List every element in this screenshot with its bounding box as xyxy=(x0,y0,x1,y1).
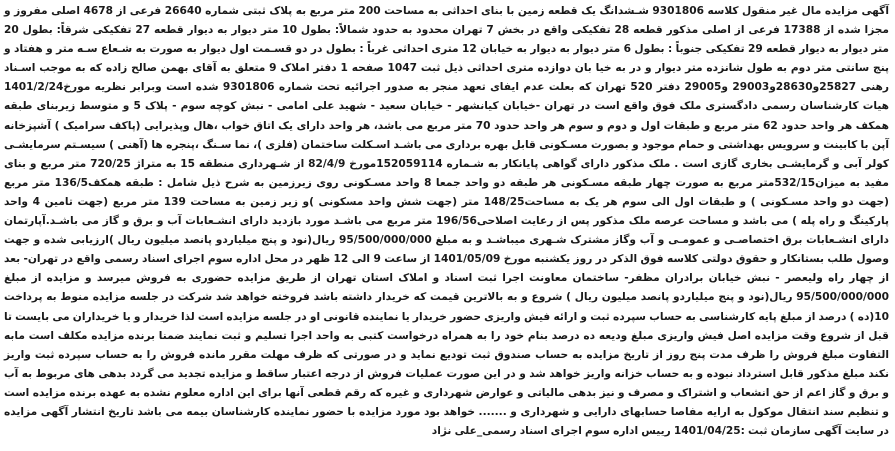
auction-notice-text: آگهی مزایده مال غیر منقول کلاسه 9301806 شـشدانگ یک قطعه زمین با بنای احداثی به مساحت 200 متر مربع به پلاک ثبتی شماره 26640 فرعی از 4678 اصلی مفروز و مجزا شده از 17388 فرعی از اصلی مذکور قطعه 28 تفکیکی واقع در بخش 7 تهران محدود به حدود شمالاً: بطول 10 متر دیوار به دیوار قطعه 27 تفکیکی شرقاً: بطول 20 متر دیوار به دیوار قطعه 29 تفکیکی جنوباً : بطول 6 متر دیوار به دیوار به خیابان 12 متری احداثی غرباً : بطول در دو قسـمت اول دیوار به صورت به شـعاع سـه متر و هفتاد و پنج سانتی متر دوم به طول شانزده متر دیوار و در به خیا بان دوازده متری احداثی ذیل ثبت 1047 صفحه 1 دفتر املاک 9 متعلق به آقای بهمن صالح زاده که به موجب اسـناد رهنی 25827و28630و29003 و29005 دفتر 520 تهران که بعلت عدم ایفای تعهد منجر به صدور اجرائیه تحت شماره 9301806 شده است وبرابر نظریه مورخ1401/2/24 هیات کارشناسان رسمی دادگستری ملک فوق واقع است در تهران -خیابان کیانشهر - خیابان سعید - شهید علی امامی - نبش کوچه سوم - پلاک 5 و متوسط زیربنای طبقه همکف هر واحد حدود 62 متر مربع و طبقات اول و دوم و سوم هر واحد حدود 70 متر مربع می باشد، هر واحد دارای یک اتاق خواب ،هال وپذیرایی (پاکف سرامیک ) آشپزخانه آپن با کابینت و سرویس بهداشتی و حمام موجود و بصورت مسـکونی قابل بهره برداری می باشـد اسـکلت ساختمان (فلزی )، نما سـنگ ،پنجره ها (آهنی ) سیسـتم سرمایشـی کولر آبی و گرمایشـی بخاری گازی است . ملک مذکور دارای گواهی پایانکار به شـماره 152059114مورخ 82/4/9 از شـهرداری منطقه 15 به متراژ 720/25 متر مربع و بنای مفید به میزان532/15متر مربع به صورت چهار طبقه مسـکونی هر طبقه دو واحد جمعا 8 واحد مسـکونی روی زیرزمین به شرح ذیل شامل : طبقه همکف136/5 متر مربع (جهت دو واحد مسـکونی ) و طبقات اول الی سوم هر یک به مساحت148/25 متر (جهت شش واحد مسکونی )و زیر زمین به مساحت 139 متر مربع (جهت تامین 4 واحد پارکینگ و راه پله ) می باشد و مساحت عرصه ملک مذکور پس از رعایت اصلاحی196/56 متر مربع می باشـد مورد بازدید دارای انشـعابات آب و برق و گاز می باشـد.آپارتمان دارای انشـعابات برق اختصاصـی و عمومـی و آب وگاز مشترک شـهری میباشـد و به مبلغ 95/500/000/000 ریال(نود و پنج میلیاردو پانصد میلیون ریال )ارزیابی شده و جهت وصول طلب بستانکار و حقوق دولتی کلاسه فوق الذکر در روز یکشنبه مورخ 1401/05/09 از ساعت 9 الی 12 ظهر در محل اداره سوم اجرای اسناد رسمی واقع در تهران- بعد از چهار راه ولیعصر - نبش خیابان برادران مظفر- ساختمان معاونت اجرا ثبت اسناد و املاک استان تهران از طریق مزایده حضوری به فروش میرسد و مزایده از مبلغ 95/500/000/000 ریال(نود و پنج میلیاردو پانصد میلیون ریال ) شروع و به بالاترین قیمت که خریدار داشته باشد فروخته خواهد شد شرکت در جلسه مزایده منوط به پرداخت 10(ده ) درصد از مبلغ پایه کارشناسی به حساب سپرده ثبت و ارائه فیش واریزی حضور خریدار یا نماینده قانونی او در جلسه مزایده است لذا خریدار و یا خریداران می بایست تا قبل از شروع وقت مزایده اصل فیش واریزی مبلغ ودیعه ده درصد بنام خود را به همراه درخواست کتبی به واحد اجرا تسلیم و ثبت نمایند ضمنا برنده مزایده مکلف است مابه التفاوت مبلغ فروش را ظرف مدت پنج روز از تاریخ مزایده به حساب صندوق ثبت تودیع نماید و در صورتی که ظرف مهلت مقرر مانده فروش را به حساب سپرده ثبت واریز نکند مبلغ مذکور قابل استرداد نبوده و به حساب خزانه واریز خواهد شد و در این صورت عملیات فروش از درجه اعتبار ساقط و مزایده تجدید می گردد بدهی های مربوط به آب و برق و گاز اعم از حق انشعاب و اشتراک و مصرف و نیز بدهی مالیاتی و عوارض شهرداری و غیره که رقم قطعی آنها برای این اداره معلوم نشده به عهده برنده مزایده است و تنظیم سند انتقال موکول به ارایه مفاصا حسابهای دارایی و شهرداری و ....... خواهد بود مورد مزایده با حضور نماینده کارشناسان بیمه می باشد تاریخ انتشار آگهی مزایده در سایت آگهی سازمان ثبت :1401/04/25 رییس اداره سوم اجرای اسناد رسمی_علی نژاد xyxy=(4,5,890,438)
